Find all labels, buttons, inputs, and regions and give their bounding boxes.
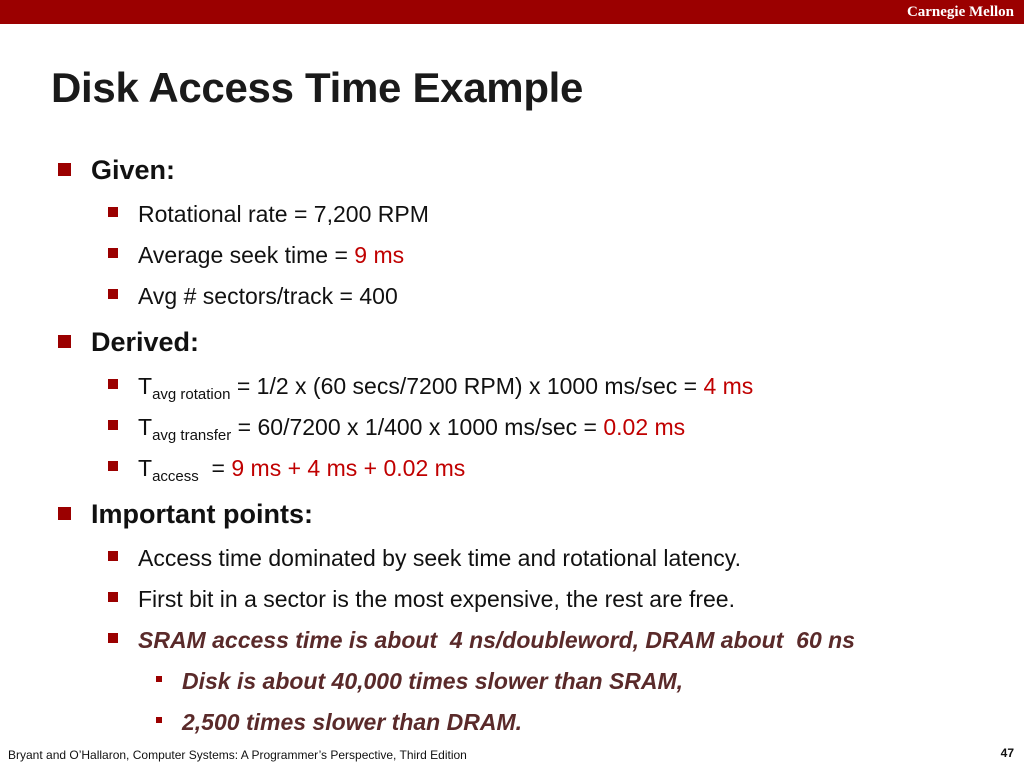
page-number: 47 [1000, 746, 1014, 760]
slide-title: Disk Access Time Example [51, 64, 584, 111]
avg-rotation-value: 4 ms [703, 373, 754, 399]
footer-citation: Bryant and O’Hallaron, Computer Systems: A Programmer’s Perspective, Third Edition [8, 748, 467, 762]
square-bullet-icon [108, 379, 118, 389]
avg-transfer-value: 0.02 ms [603, 414, 686, 440]
important-heading: Important points: [91, 499, 313, 529]
derived-item-access: $T_{access} = 9$ ms + 4 ms + 0.02 ms [108, 455, 465, 482]
square-bullet-icon [108, 551, 118, 561]
important-item-sram-dram: SRAM access time is about 4 ns/doubleword, DRAM about 60 ns [108, 627, 855, 654]
bullet-derived [58, 327, 199, 358]
seek-time-value: 9 ms [354, 242, 405, 268]
derived-item-avg-rotation: $T_{avg rotation} = 1/2$ x (60 secs/7200 RPM) x 1000 ms/sec = 4 ms [108, 373, 753, 400]
derived-item-avg-transfer: $T_{avg transfer} = 60/7200$ x 1/400 x 1000 ms/sec = 0.02 ms [108, 414, 685, 441]
small-square-bullet-icon [156, 676, 162, 682]
brand-label: Carnegie Mellon [906, 4, 1014, 20]
given-item-seek-time: Average seek time = 9 ms [108, 242, 404, 269]
important-item-dominated: Access time dominated by seek time and rotational latency. [108, 545, 741, 572]
square-bullet-icon [58, 507, 71, 520]
access-time-value: 9 ms + 4 ms + 0.02 ms [231, 455, 466, 481]
given-heading: Given: [91, 155, 176, 185]
square-bullet-icon [108, 461, 118, 471]
small-square-bullet-icon [156, 717, 162, 723]
sub-item-disk-vs-sram: Disk is about 40,000 times slower than SRAM, [156, 668, 683, 695]
given-item-rotational-rate: Rotational rate = 7,200 RPM [108, 201, 429, 228]
square-bullet-icon [108, 633, 118, 643]
bullet-important-points [58, 499, 313, 530]
given-item-sectors-per-track: Avg # sectors/track = 400 [108, 283, 398, 310]
square-bullet-icon [108, 207, 118, 217]
important-item-first-bit: First bit in a sector is the most expensive, the rest are free. [108, 586, 735, 613]
square-bullet-icon [108, 289, 118, 299]
bullet-given [58, 155, 175, 186]
sub-item-disk-vs-dram: 2,500 times slower than DRAM. [156, 709, 522, 736]
square-bullet-icon [108, 592, 118, 602]
square-bullet-icon [108, 248, 118, 258]
square-bullet-icon [108, 420, 118, 430]
square-bullet-icon [58, 335, 71, 348]
derived-heading: Derived: [91, 327, 200, 357]
square-bullet-icon [58, 163, 71, 176]
